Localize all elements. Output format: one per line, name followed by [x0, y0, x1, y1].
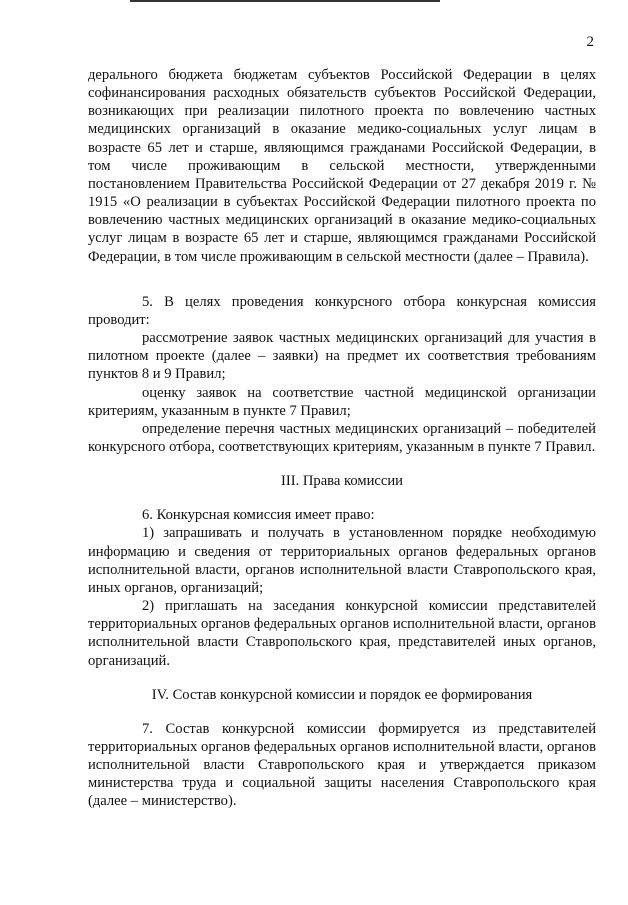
- section-5-intro: 5. В целях проведения конкурсного отбора конкурсная комиссия проводит:: [88, 293, 596, 328]
- section-6-intro: 6. Конкурсная комиссия имеет право:: [142, 507, 375, 524]
- continuation-paragraph: дерального бюджета бюджетам субъектов Российской Федерации в целях софинансирования расходных обязательств субъектов Российской Федерации, возникающих при реализации пилотного проекта по вовлечению частных медицинских организаций в оказание медико-социальных услуг лицам в возрасте 65 лет и старше, являющимся гражданами Российской Федерации, в том числе проживающим в сельской местности, утвержденными постановлением Правительства Российской Федерации от 27 декабря 2019 г. № 1915 «О реализации в субъектах Российской Федерации пилотного проекта по вовлечению частных медицинских организаций в оказание медико-социальных услуг лицам в возрасте 65 лет и старше, являющимся гражданами Российской Федерации, в том числе проживающим в сельской местности (далее – Правила).: [88, 67, 596, 265]
- section-6-item-1: 1) запрашивать и получать в установленном порядке необходимую информацию и сведения от территориальных органов федеральных органов исполнительной власти, органов исполнительной власти Ставропольского края, иных органов, организаций;: [88, 525, 596, 596]
- section-7-paragraph: 7. Состав конкурсной комиссии формируется из представителей территориальных органов федеральных органов исполнительной власти, органов исполнительной власти Ставропольского края и утверждается приказом министерства труда и социальной защиты населения Ставропольского края (далее – министерство).: [88, 720, 596, 810]
- section-5-item-1: рассмотрение заявок частных медицинских организаций для участия в пилотном проекте (далее – заявки) на предмет их соответствия требованиям пунктов 8 и 9 Правил;: [88, 330, 596, 383]
- section-6-item-2: 2) приглашать на заседания конкурсной комиссии представителей территориальных органов федеральных органов исполнительной власти, органов исполнительной власти Ставропольского края, представителей иных органов, организаций.: [88, 598, 596, 669]
- top-rule: [130, 0, 440, 2]
- document-body: [88, 66, 596, 811]
- section-5-item-3: определение перечня частных медицинских организаций – победителей конкурсного отбора, соответствующих критериям, указанным в пункте 7 Правил.: [88, 420, 596, 455]
- section-heading-composition: IV. Состав конкурсной комиссии и порядок ее формирования: [151, 686, 533, 703]
- page-number: 2: [586, 34, 594, 50]
- section-5-item-2: оценку заявок на соответствие частной медицинской организации критериям, указанным в пункте 7 Правил;: [88, 384, 596, 419]
- section-heading-rights: III. Права комиссии: [280, 473, 403, 490]
